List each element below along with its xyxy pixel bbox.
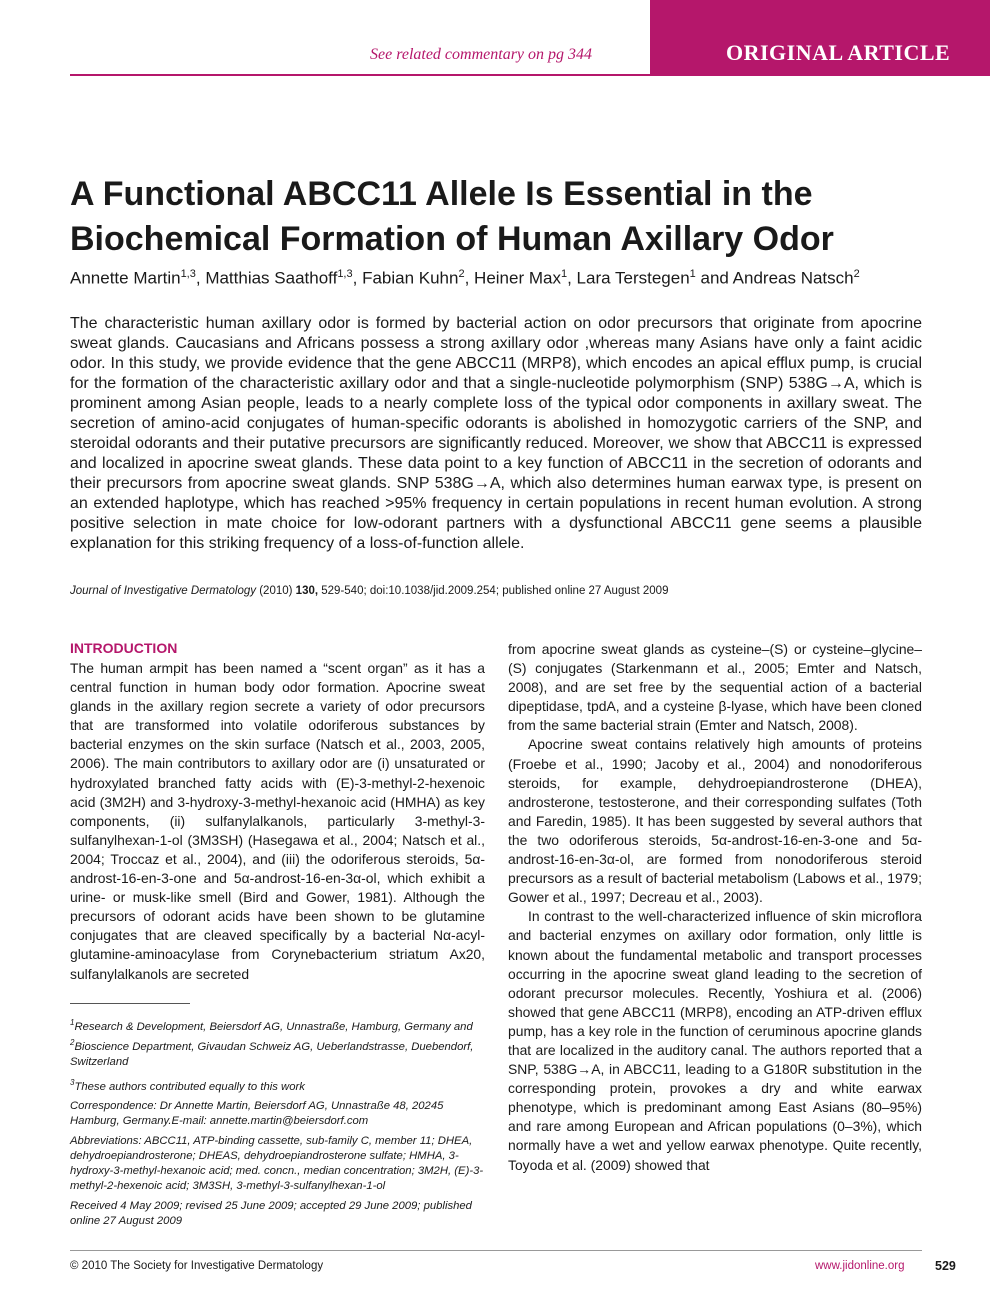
- citation-year: (2010): [259, 585, 293, 597]
- article-type-label: ORIGINAL ARTICLE: [726, 40, 951, 65]
- abbreviations: Abbreviations: ABCC11, ATP-binding cassette, sub-family C, member 11; DHEA, dehydroepiandrosterone; DHEAS, dehydroepiandrosterone sulfate; HMHA, 3-hydroxy-3-methyl-hexanoic acid; med. concn., median concentration; 3M2H, (E)-3-methyl-2-hexenoic acid; 3M3SH, 3-methyl-3-sulfanylhexan-1-ol: [70, 1135, 484, 1193]
- affiliations: $^1$Research & Development, Beiersdorf AG, Unnastraße, Hamburg, Germany and $^2$Bioscience Department, Givaudan Schweiz AG, Ueberlandstrasse, Duebendorf, Switzerland: [70, 1018, 474, 1068]
- intro-paragraph-3: Apocrine sweat contains relatively high amounts of proteins (Froebe et al., 1990; Jacoby et al., 2004) and nonodoriferous steroids, for example, dehydroepiandrosterone (DHEA), androsterone, testosterone, and their corresponding sulfates (Toth and Faredin, 1985). It has been suggested by several authors that the two odoriferous steroids, 5α-androst-16-en-3-one and 5α-androst-16-en-3α-ol, are formed from nonodoriferous steroid precursors as a result of bacterial metabolism (Labows et al., 1979; Gower et al., 1997; Decreau et al., 2003).: [508, 736, 922, 906]
- author-name: Fabian Kuhn: [362, 268, 459, 288]
- footnotes: [70, 1015, 485, 1234]
- left-column: [70, 659, 485, 984]
- citation-line: [70, 583, 930, 599]
- article-title: A Functional ABCC11 Allele Is Essential in the Biochemical Formation of Human Axillary Odor: [70, 175, 834, 258]
- equal-contribution-note: $^3$These authors contributed equally to this work: [70, 1077, 305, 1093]
- author-list: Annette Martin$^{1,3}$, Matthias Saathoff$^{1,3}$, Fabian Kuhn$^2$, Heiner Max$^1$, Lara Terstegen$^1$ and Andreas Natsch$^2$: [70, 268, 860, 288]
- header-rule: [70, 74, 650, 76]
- page-number: 529: [935, 1259, 956, 1273]
- footnote-divider: [70, 1003, 190, 1004]
- citation-details: 529-540; doi:10.1038/jid.2009.254; published online 27 August 2009: [321, 585, 669, 597]
- right-column: [508, 640, 922, 1175]
- intro-paragraph-1: The human armpit has been named a “scent organ” as it has a central function in human body odor formation. Apocrine sweat glands in the axillary region secrete a variety of odor precursors that are transformed into volatile odoriferous substances by bacterial enzymes on the skin surface (Natsch et al., 2003, 2005, 2006). The main contributors to axillary odor are (i) unsaturated or hydroxylated branched fatty acids with (E)-3-methyl-2-hexenoic acid (3M2H) and 3-hydroxy-3-methyl-hexanoic acid (HMHA) as key components, (ii) sulfanylalkanols, particularly 3-methyl-3-sulfanylhexan-1-ol (3M3SH) (Hasegawa et al., 2004; Natsch et al., 2004; Troccaz et al., 2004), and (iii) the odoriferous steroids, 5α-androst-16-en-3-one and 5α-androst-16-en-3α-ol, which exhibit a urine- or musk-like smell (Bird and Gower, 1981). Although the precursors of odorant acids have been shown to be glutamine conjugates that are cleaved specifically by a bacterial Nα-acyl-glutamine-aminoacylase from Corynebacterium striatum Ax20, sulfanylalkanols are secreted: [70, 660, 485, 982]
- section-heading-introduction: INTRODUCTION: [70, 640, 178, 656]
- citation-volume: 130,: [295, 585, 319, 597]
- author-name: Andreas Natsch: [732, 268, 854, 288]
- author-name: Matthias Saathoff: [205, 268, 338, 288]
- correspondence: Correspondence: Dr Annette Martin, Beiersdorf AG, Unnastraße 48, 20245 Hamburg, Germany.E-mail: annette.martin@beiersdorf.com: [70, 1100, 444, 1128]
- journal-name: Journal of Investigative Dermatology: [70, 585, 257, 597]
- author-affiliation: 1,3: [180, 268, 196, 280]
- received-dates: Received 4 May 2009; revised 25 June 2009; accepted 29 June 2009; published online 27 August 2009: [70, 1200, 472, 1228]
- author-name: Lara Terstegen: [576, 268, 690, 288]
- journal-website-link[interactable]: www.jidonline.org: [815, 1260, 905, 1272]
- intro-paragraph-4: In contrast to the well-characterized influence of skin microflora and bacterial enzymes on axillary odor formation, only little is known about the fundamental metabolic and transport processes occurring in the apocrine sweat gland leading to the secretion of odorant precursor molecules. Recently, Yoshiura et al. (2006) showed that gene ABCC11 (MRP8), encoding an ATP-driven efflux pump, has a key role in the function of ceruminous apocrine glands that are localized in the auditory canal. The authors reported that a SNP, 538G→A, in ABCC11, leading to a G180R substitution in the corresponding protein, provokes a dry and white earwax phenotype, which is predominant among East Asians (80–95%) and rare among European and African populations (0–3%), which normally have a wet and yellow earwax phenotype. Quite recently, Toyoda et al. (2009) showed that: [508, 908, 922, 1173]
- author-affiliation: 1: [560, 268, 568, 280]
- copyright: © 2010 The Society for Investigative Dermatology: [70, 1260, 324, 1272]
- article-type-banner: [650, 0, 990, 76]
- author-affiliation: 1: [689, 268, 696, 280]
- author-name: Annette Martin: [70, 268, 181, 288]
- related-commentary-link[interactable]: See related commentary on pg 344: [370, 46, 593, 63]
- author-name: Heiner Max: [474, 268, 561, 288]
- author-affiliation: 1,3: [337, 268, 353, 280]
- footer-rule: [70, 1250, 922, 1251]
- abstract: The characteristic human axillary odor is formed by bacterial action on odor precursors that originate from apocrine sweat glands. Caucasians and Africans possess a strong axillary odor ,whereas many Asians have only a faint acidic odor. In this study, we provide evidence that the gene ABCC11 (MRP8), which encodes an apical efflux pump, is crucial for the formation of the characteristic axillary odor and that a single-nucleotide polymorphism (SNP) 538G→A, which is prominent among Asian people, leads to a nearly complete loss of the typical odor components in axillary sweat. The secretion of amino-acid conjugates of human-specific odorants is abolished in homozygotic carriers of the SNP, and steroidal odorants and their putative precursors are significantly reduced. Moreover, we show that ABCC11 is expressed and localized in apocrine sweat glands. These data point to a key function of ABCC11 in the secretion of odorants and their precursors from apocrine sweat glands. SNP 538G→A, which also determines human earwax type, is present on an extended haplotype, which has reached >95% frequency in certain populations in recent human evolution. A strong positive selection in mate choice for low-odorant partners with a dysfunctional ABCC11 gene seems a plausible explanation for this striking frequency of a loss-of-function allele.: [70, 315, 922, 552]
- author-affiliation: 2: [853, 268, 860, 280]
- intro-paragraph-2: from apocrine sweat glands as cysteine–(S) or cysteine–glycine–(S) conjugates (Starkenmann et al., 2005; Emter and Natsch, 2008), and are set free by the sequential action of a bacterial dipeptidase, tpdA, and a cysteine β-lyase, which have been cloned from the same bacterial strain (Emter and Natsch, 2008).: [508, 641, 922, 734]
- author-affiliation: 2: [458, 268, 465, 280]
